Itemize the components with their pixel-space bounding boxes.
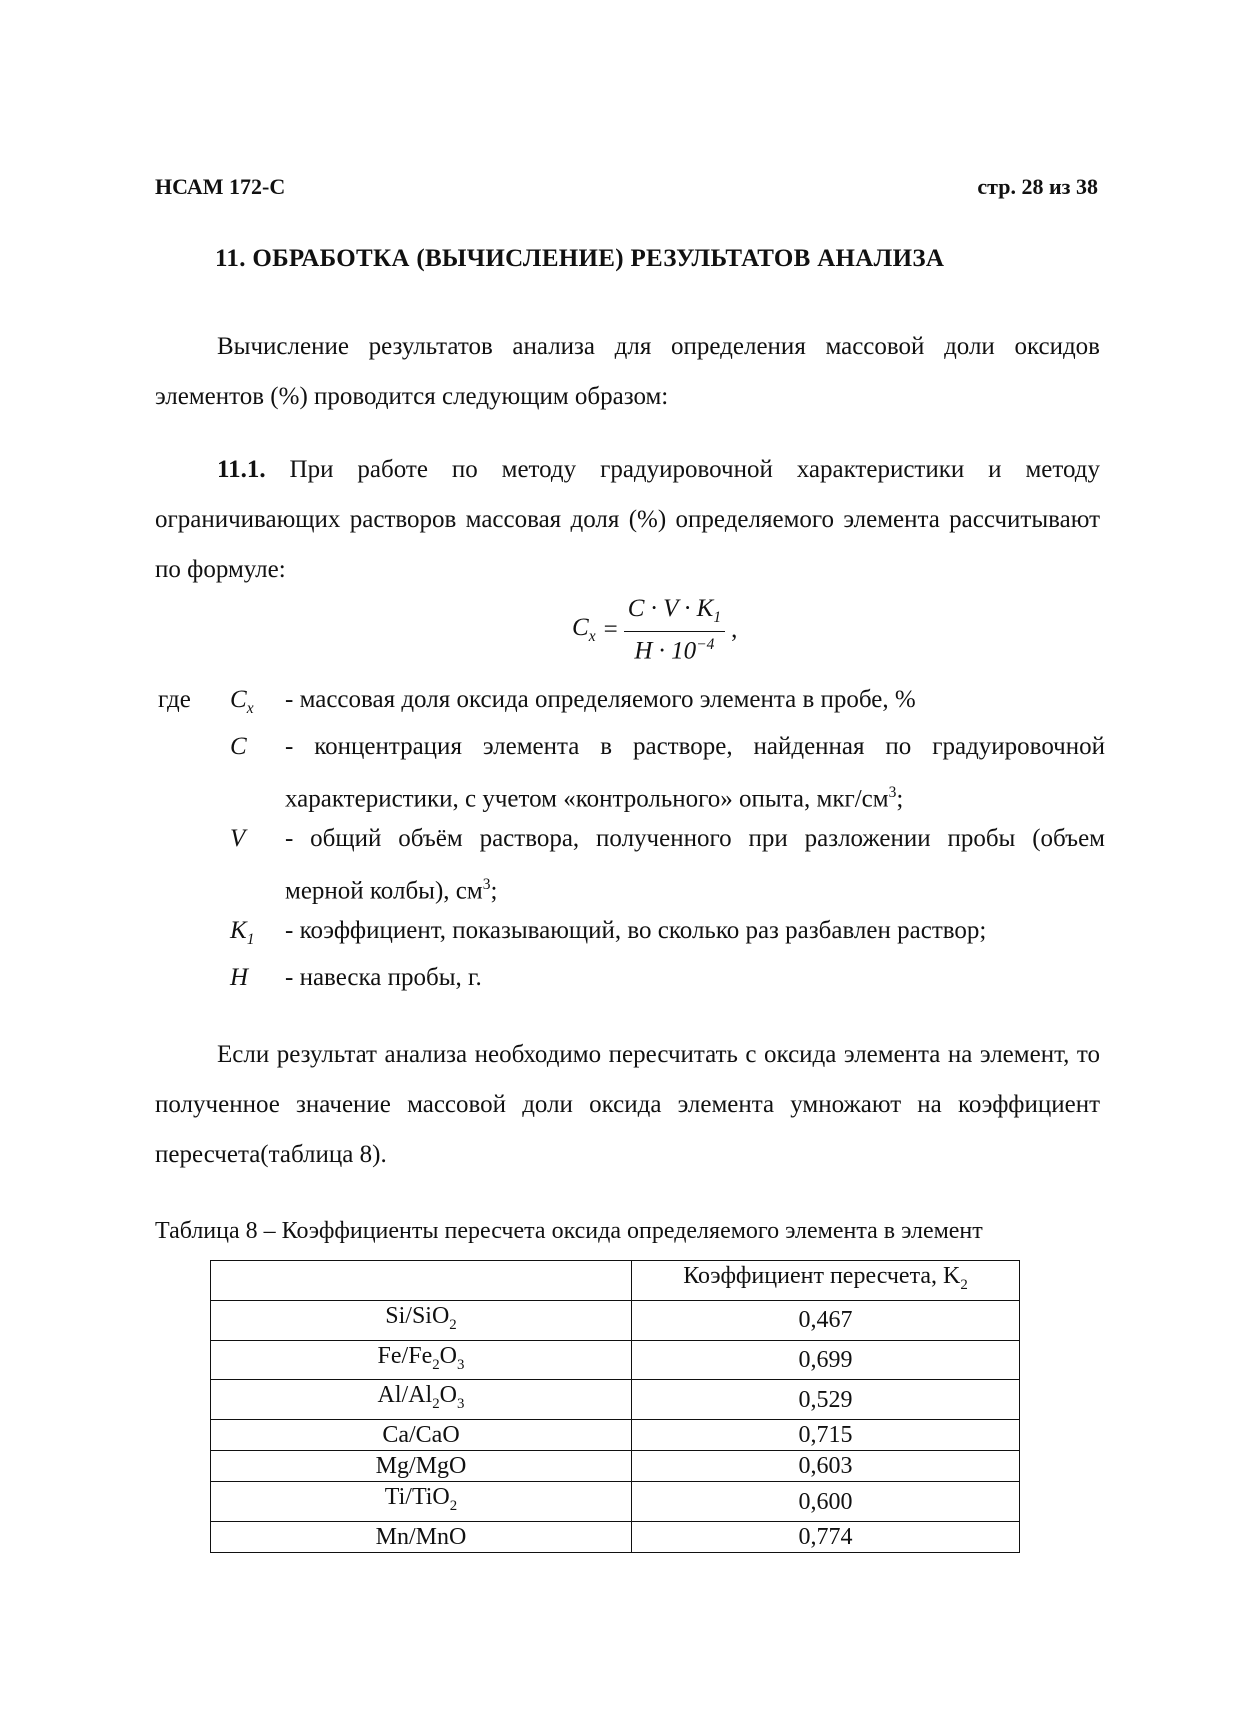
table-cell-value: 0,600 [632,1482,1020,1522]
table-row [211,1451,1020,1482]
table-header-cell: Коэффициент пересчета, $K_2$ [632,1261,1020,1301]
definition-symbol: C [230,733,247,760]
definition-symbol: V [230,825,246,852]
definition-text: - коэффициент, показывающий, во сколько раз разбавлен раствор; [285,917,987,944]
conversion-table [210,1260,1020,1553]
table-row [211,1482,1020,1522]
table-cell-value: 0,529 [632,1380,1020,1420]
formula-equals: = [603,616,618,644]
table-header-cell [211,1261,632,1301]
document-code: НСАМ 172-С [155,174,286,199]
conversion-text: Если результат анализа необходимо пересчитать с оксида элемента на элемент, то полученное значение массовой доли оксида элемента умножают на коэффициент пересчета(таблица 8). [155,1041,1100,1168]
table-row [211,1521,1020,1552]
table-cell-value: 0,715 [632,1420,1020,1451]
formula-numerator: $C \cdot V \cdot K_1$ [624,595,725,632]
table-row [211,1340,1020,1380]
table-cell-pair: Ti/TiO$_2$ [211,1482,632,1522]
table-cell-value: 0,467 [632,1300,1020,1340]
where-label: где [158,686,191,713]
definition-symbol: H [230,964,249,991]
table-header-row [211,1261,1020,1301]
table-row [211,1380,1020,1420]
definition-text: - концентрация элемента в растворе, найденная по градуировочной характеристики, с учетом «контрольного» опыта, мкг/$см^3$; [285,733,1105,813]
formula-denominator: $H \cdot 10^{-4}$ [634,636,715,665]
intro-text: Вычисление результатов анализа для определения массовой доли оксидов элементов (%) проводится следующим образом: [155,333,1100,410]
page-number: стр. 28 из 38 [977,174,1098,199]
table-cell-value: 0,774 [632,1521,1020,1552]
table-cell-pair: Ca/CaO [211,1420,632,1451]
table-row [211,1300,1020,1340]
definition-text: - общий объём раствора, полученного при разложении пробы (объем мерной колбы), $см^3$; [285,825,1105,905]
formula [572,595,737,665]
table-cell-pair: Si/SiO$_2$ [211,1300,632,1340]
formula-lhs: $C_x$ [572,614,596,646]
formula-fraction [624,595,725,665]
definition-text: - навеска пробы, г. [285,964,482,991]
definition-text: - массовая доля оксида определяемого элемента в пробе, % [285,686,916,713]
table-cell-pair: Mg/MgO [211,1451,632,1482]
subsection-number: 11.1. [217,456,266,483]
table-cell-value: 0,699 [632,1340,1020,1380]
table-caption: Таблица 8 – Коэффициенты пересчета оксида определяемого элемента в элемент [155,1218,983,1244]
formula-comma: , [731,616,738,644]
definition-symbol: $C_x$ [230,686,254,717]
section-title: 11. ОБРАБОТКА (ВЫЧИСЛЕНИЕ) РЕЗУЛЬТАТОВ АНАЛИЗА [215,245,945,272]
intro-paragraph [155,322,1100,422]
table-cell-value: 0,603 [632,1451,1020,1482]
table-cell-pair: Mn/MnO [211,1521,632,1552]
subsection-text: При работе по методу градуировочной характеристики и методу ограничивающих растворов массовая доля (%) определяемого элемента рассчитывают по формуле: [155,456,1100,583]
table-row [211,1420,1020,1451]
definition-symbol: $K_1$ [230,917,255,948]
table-cell-pair: $Fe/Fe_2O_3$ [211,1340,632,1380]
subsection-paragraph [155,445,1100,595]
table-cell-pair: $Al/Al_2O_3$ [211,1380,632,1420]
conversion-paragraph [155,1030,1100,1180]
